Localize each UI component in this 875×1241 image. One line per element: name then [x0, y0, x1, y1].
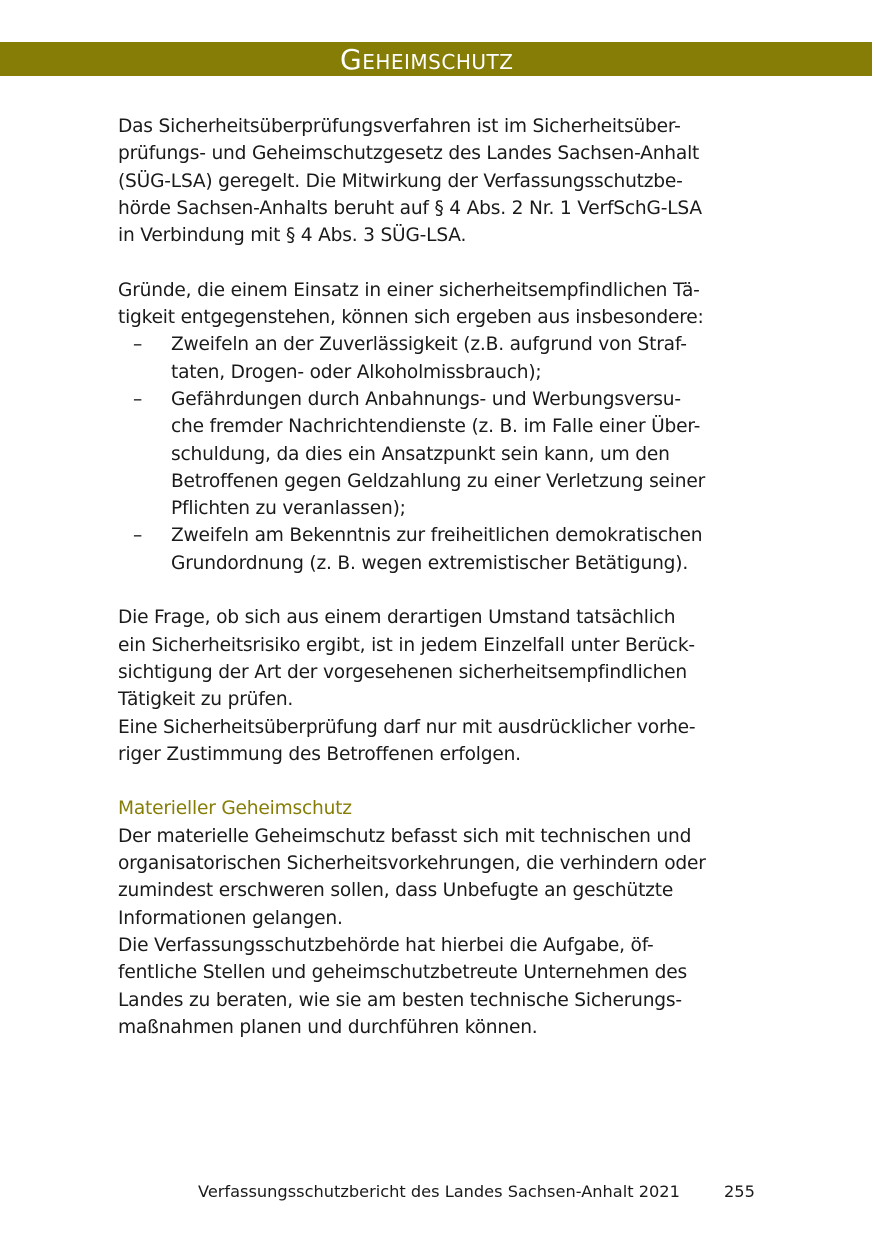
text-line: Informationen gelangen. — [118, 907, 343, 929]
text-line: Eine Sicherheitsüberprüfung darf nur mit ausdrücklicher vorhe- — [118, 716, 696, 738]
text-line: sichtigung der Art der vorgesehenen sicherheitsempfindlichen — [118, 661, 687, 683]
header-bar — [0, 42, 872, 76]
text-line: Das Sicherheitsüberprüfungsverfahren ist im Sicherheitsüber- — [118, 116, 681, 137]
paragraph-reasons — [118, 277, 758, 332]
paragraph-spacer — [118, 768, 758, 795]
text-line: riger Zustimmung des Betroffenen erfolgen. — [118, 743, 521, 765]
reasons-list — [118, 331, 758, 577]
text-line: Zweifeln an der Zuverlässigkeit (z.B. aufgrund von Straf- — [171, 334, 687, 356]
main-content — [118, 113, 758, 1041]
paragraph-spacer — [118, 577, 758, 604]
paragraph-legal-basis — [118, 113, 758, 249]
page-number: 255 — [724, 1182, 755, 1201]
list-item — [118, 522, 758, 577]
text-line: schuldung, da dies ein Ansatzpunkt sein kann, um den — [171, 443, 670, 465]
text-line: Betroffenen gegen Geldzahlung zu einer Verletzung seiner — [171, 470, 706, 492]
bullet-dash: – — [133, 334, 143, 356]
text-line: organisatorischen Sicherheitsvorkehrungen, die verhindern oder — [118, 853, 706, 875]
text-line: taten, Drogen- oder Alkoholmissbrauch); — [171, 361, 542, 383]
list-item — [118, 331, 758, 386]
text-line: Grundordnung (z. B. wegen extremistischer Betätigung). — [171, 552, 689, 574]
text-line: che fremder Nachrichtendienste (z. B. im Falle einer Über- — [171, 416, 701, 438]
text-line: zumindest erschweren sollen, dass Unbefugte an geschützte — [118, 880, 674, 902]
page-title: Geheimschutz — [340, 43, 514, 76]
bullet-dash: – — [133, 525, 143, 547]
text-line: in Verbindung mit § 4 Abs. 3 SÜG-LSA. — [118, 225, 467, 247]
list-item — [118, 386, 758, 522]
text-line: Gefährdungen durch Anbahnungs- und Werbungsversu- — [171, 388, 681, 410]
text-line: Pflichten zu veranlassen); — [171, 498, 406, 520]
text-line: Die Frage, ob sich aus einem derartigen Umstand tatsächlich — [118, 607, 676, 629]
text-line: Der materielle Geheimschutz befasst sich mit technischen und — [118, 825, 692, 847]
section-material-protection — [118, 795, 758, 1041]
text-line: prüfungs- und Geheimschutzgesetz des Landes Sachsen-Anhalt — [118, 143, 700, 165]
text-line: Die Verfassungsschutzbehörde hat hierbei die Aufgabe, öf- — [118, 934, 654, 956]
text-line: (SÜG-LSA) geregelt. Die Mitwirkung der Verfassungsschutzbe- — [118, 170, 683, 192]
text-line: maßnahmen planen und durchführen können. — [118, 1016, 538, 1038]
text-line: Landes zu beraten, wie sie am besten technische Sicherungs- — [118, 989, 682, 1011]
section-heading: Materieller Geheimschutz — [118, 798, 352, 820]
paragraph-spacer — [118, 249, 758, 276]
bullet-dash: – — [133, 388, 143, 410]
text-line: hörde Sachsen-Anhalts beruht auf § 4 Abs. 2 Nr. 1 VerfSchG-LSA — [118, 197, 702, 219]
paragraph-risk-assessment — [118, 604, 758, 768]
text-line: Tätigkeit zu prüfen. — [118, 689, 294, 711]
text-line: tigkeit entgegenstehen, können sich ergeben aus insbesondere: — [118, 307, 704, 329]
footer-publication-title: Verfassungsschutzbericht des Landes Sachsen-Anhalt 2021 — [198, 1182, 680, 1201]
text-line: Gründe, die einem Einsatz in einer sicherheitsempfindlichen Tä- — [118, 279, 700, 301]
text-line: Zweifeln am Bekenntnis zur freiheitlichen demokratischen — [171, 525, 703, 547]
text-line: ein Sicherheitsrisiko ergibt, ist in jedem Einzelfall unter Berück- — [118, 634, 695, 656]
text-line: fentliche Stellen und geheimschutzbetreute Unternehmen des — [118, 962, 687, 984]
